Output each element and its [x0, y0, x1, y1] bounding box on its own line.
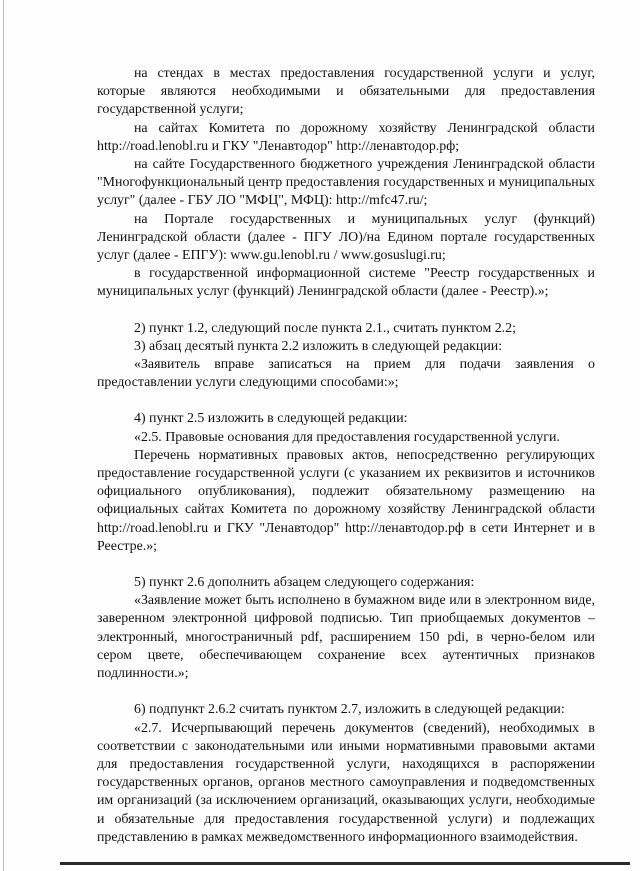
bottom-page-rule	[60, 862, 630, 865]
document-paragraph: 2) пункт 1.2, следующий после пункта 2.1., считать пунктом 2.2;	[134, 320, 516, 336]
document-paragraph: Перечень нормативных правовых актов, непосредственно регулирующих предоставление государственной услуги (с указанием их реквизитов и источников официального опубликования), подлежит обязательному размещению на официальных сайтах Комитета по дорожному хозяйству Ленинградской области http://road.lenobl.ru и ГКУ "Ленавтодор" http://ленавтодор.рф в сети Интернет и в Реестре.»;	[97, 447, 595, 554]
document-paragraph: на сайте Государственного бюджетного учреждения Ленинградской области "Многофункциональный центр предоставления государственных и муниципальных услуг" (далее - ГБУ ЛО "МФЦ", МФЦ): http://mfc47.ru/;	[97, 157, 595, 209]
document-paragraph: 3) абзац десятый пункта 2.2 изложить в следующей редакции:	[134, 338, 503, 354]
document-paragraph: на сайтах Комитета по дорожному хозяйству Ленинградской области http://road.lenobl.ru и ГКУ "Ленавтодор" http://ленавтодор.рф;	[97, 120, 595, 154]
document-paragraph: 4) пункт 2.5 изложить в следующей редакции:	[134, 411, 408, 427]
document-paragraph: в государственной информационной системе "Реестр государственных и муниципальных услуг (функций) Ленинградской области (далее - Реестр).»;	[97, 266, 595, 300]
document-paragraph: на Портале государственных и муниципальных услуг (функций) Ленинградской области (далее - ПГУ ЛО)/на Едином портале государственных услуг (далее - ЕПГУ): www.gu.lenobl.ru / www.gosuslugi.ru;	[97, 211, 595, 264]
document-paragraph: 6) подпункт 2.6.2 считать пунктом 2.7, изложить в следующей редакции:	[134, 702, 565, 718]
document-body	[97, 65, 595, 847]
scan-edge-line	[3, 0, 4, 871]
document-paragraph: «2.7. Исчерпывающий перечень документов (сведений), необходимых в соответствии с законодательными или иными нормативными правовыми актами для предоставления государственной услуги, находящихся в распоряжении государственных органов, органов местного самоуправления и подведомственных им организаций (за исключением организаций, оказывающих услуги, необходимые и обязательные для предоставления государственной услуги) и подлежащих представлению в рамках межведомственного информационного взаимодействия.	[97, 720, 595, 845]
document-paragraph: «Заявление может быть исполнено в бумажном виде или в электронном виде, заверенном электронной цифровой подписью. Тип приобщаемых документов – электронный, многостраничный pdf, расширением 150 pdi, в черно-белом или сером цвете, обеспечивающем сохранение всех аутентичных признаков подлинности.»;	[97, 593, 595, 682]
document-paragraph: 5) пункт 2.6 дополнить абзацем следующего содержания:	[134, 575, 475, 591]
document-paragraph: «2.5. Правовые основания для предоставления государственной услуги.	[134, 429, 560, 445]
document-paragraph: «Заявитель вправе записаться на прием для подачи заявления о предоставлении услуги следующими способами:»;	[97, 357, 595, 391]
document-paragraph: на стендах в местах предоставления государственной услуги и услуг, которые являются необходимыми и обязательными для предоставления государственной услуги;	[97, 66, 595, 118]
